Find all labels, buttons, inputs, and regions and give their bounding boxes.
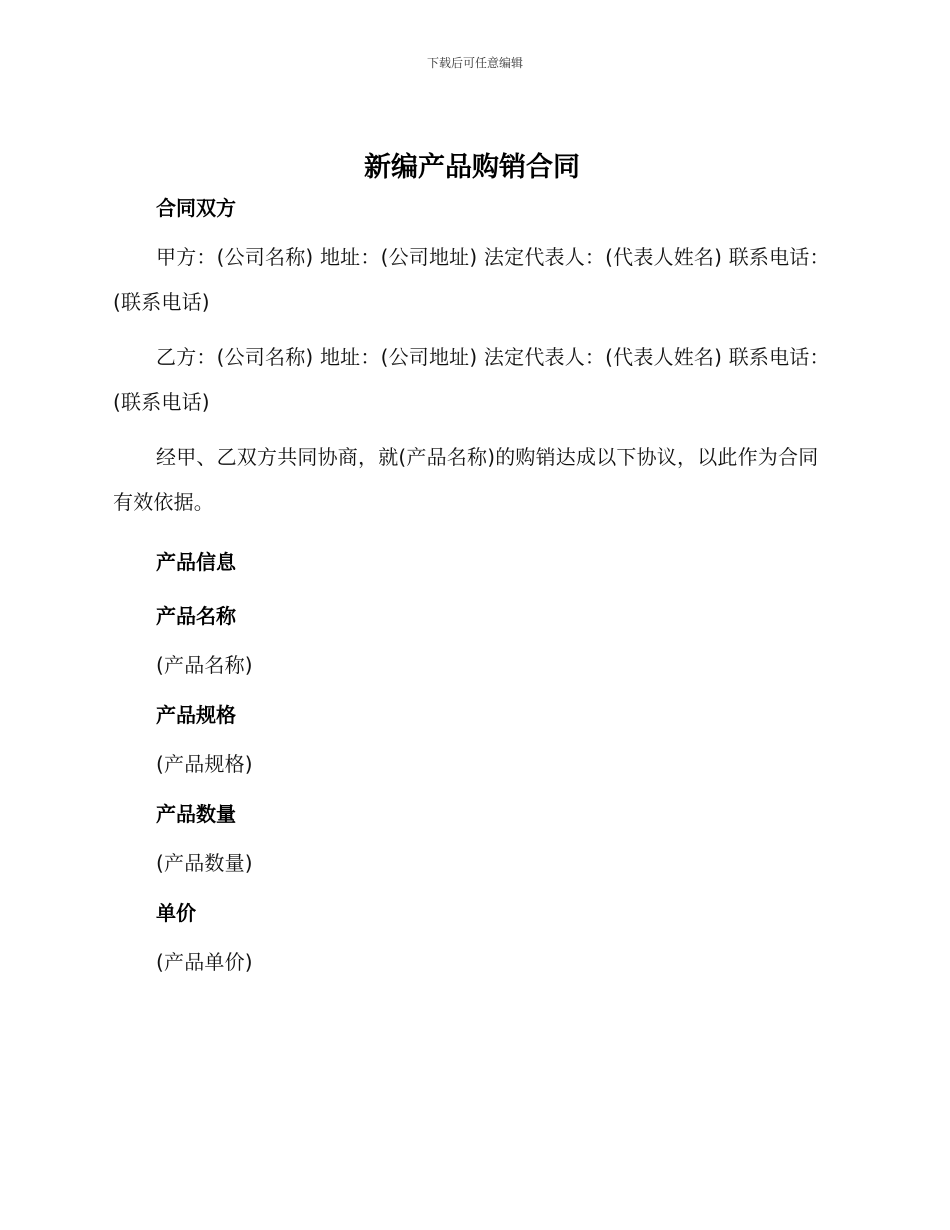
field-heading-product-qty: 产品数量 <box>156 802 236 826</box>
section-heading-product-info: 产品信息 <box>156 550 236 574</box>
page-header: 下载后可任意编辑 <box>426 56 523 70</box>
field-value-product-qty: (产品数量) <box>156 851 253 875</box>
field-value-product-spec: (产品规格) <box>156 752 253 776</box>
section-heading-parties: 合同双方 <box>156 196 236 220</box>
field-value-product-name: (产品名称) <box>156 653 253 677</box>
field-value-unit-price: (产品单价) <box>156 950 253 974</box>
field-heading-product-spec: 产品规格 <box>156 703 236 727</box>
field-heading-unit-price: 单价 <box>156 901 196 925</box>
party-a-paragraph: 甲方：(公司名称) 地址：(公司地址) 法定代表人：(代表人姓名) 联系电话：(联系电话) <box>113 245 830 314</box>
document-body <box>113 145 831 985</box>
document-title: 新编产品购销合同 <box>364 152 580 183</box>
field-heading-product-name: 产品名称 <box>156 604 236 628</box>
party-b-paragraph: 乙方：(公司名称) 地址：(公司地址) 法定代表人：(代表人姓名) 联系电话：(联系电话) <box>113 345 830 414</box>
agreement-paragraph: 经甲、乙双方共同协商，就(产品名称)的购销达成以下协议，以此作为合同有效依据。 <box>113 445 819 514</box>
